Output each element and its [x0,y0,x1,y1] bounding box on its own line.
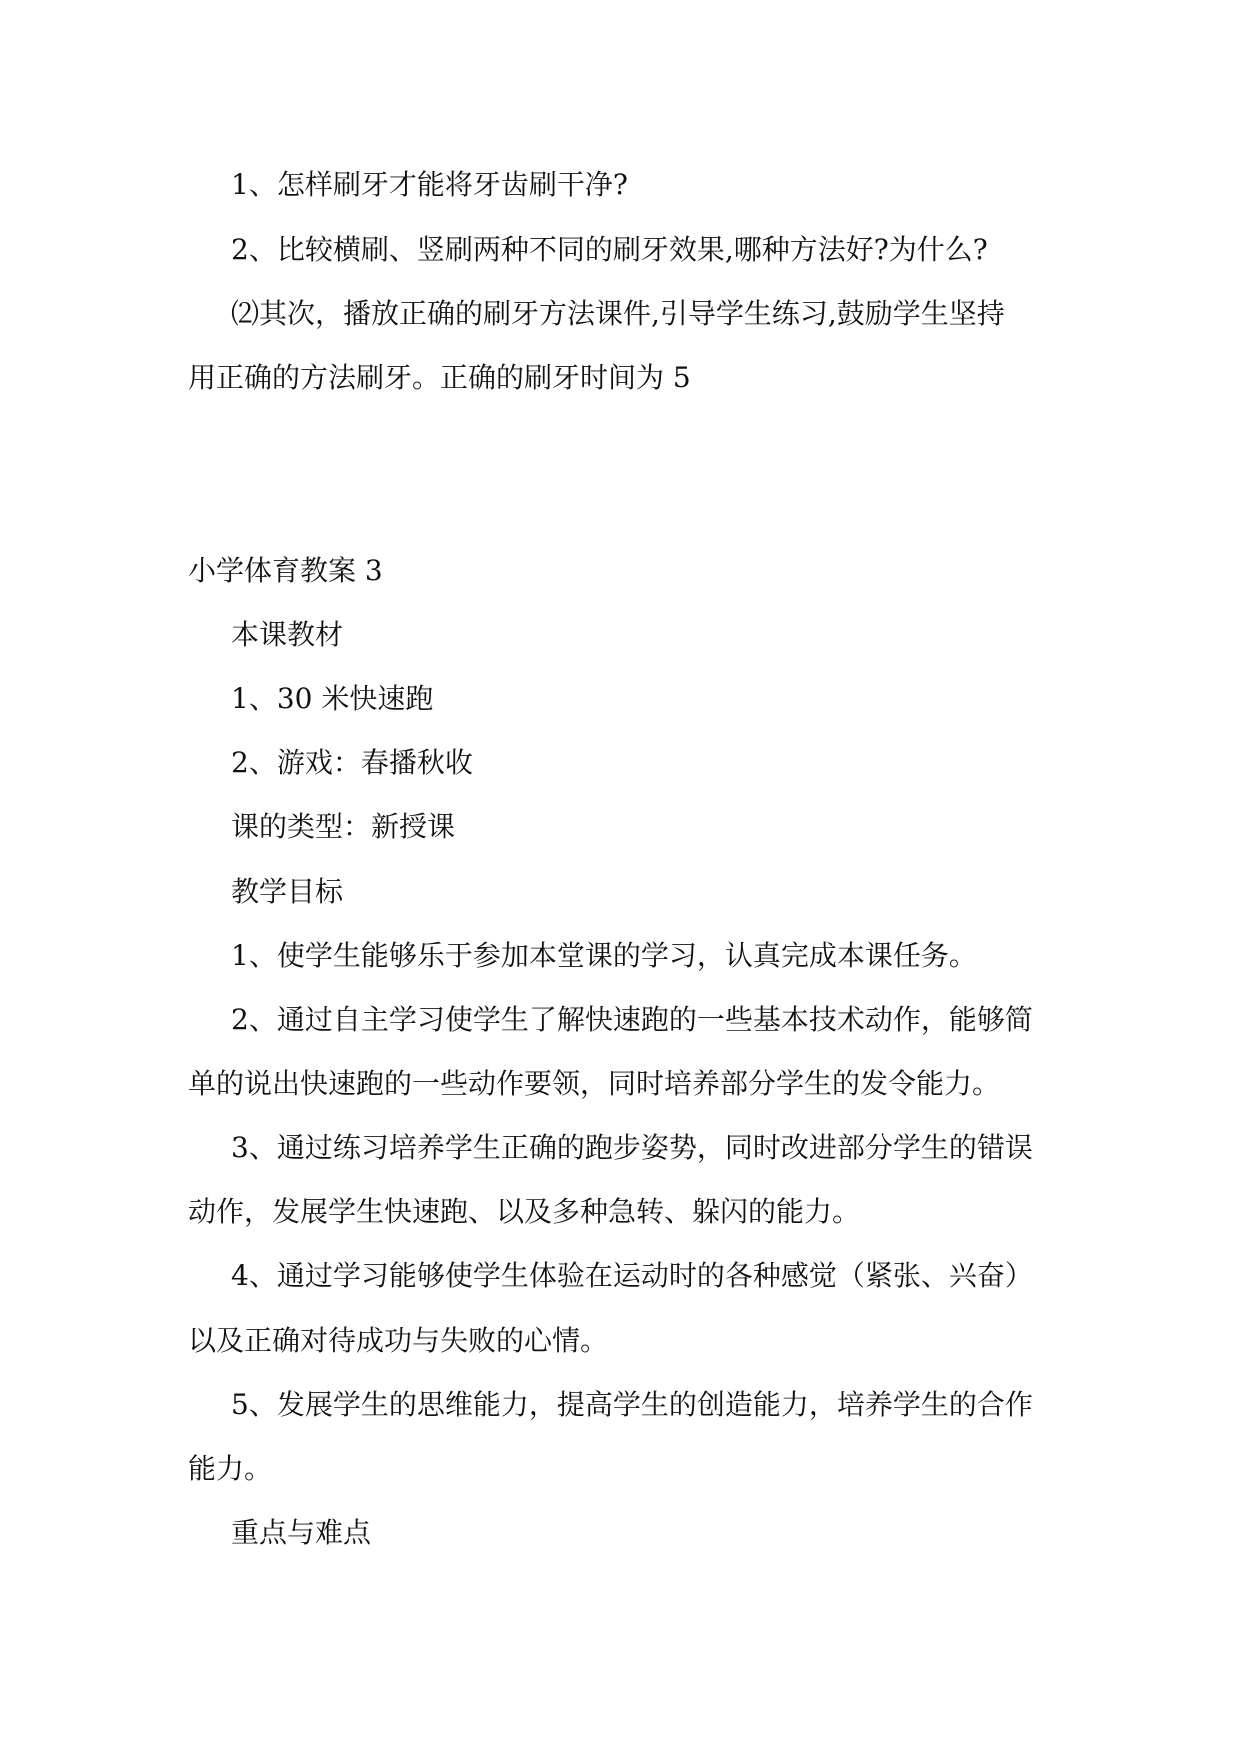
list-item: 5、发展学生的思维能力，提高学生的创造能力，培养学生的合作 [231,1388,1033,1421]
paragraph-line: 1、怎样刷牙才能将牙齿刷干净? [231,168,628,201]
paragraph-line: 用正确的方法刷牙。正确的刷牙时间为 5 [188,361,691,394]
list-item: 2、通过自主学习使学生了解快速跑的一些基本技术动作，能够简 [231,1003,1033,1036]
paragraph-line: 单的说出快速跑的一些动作要领，同时培养部分学生的发令能力。 [188,1067,1001,1100]
paragraph-line: 以及正确对待成功与失败的心情。 [188,1324,609,1357]
list-item: 1、30 米快速跑 [231,682,434,715]
section-title: 小学体育教案 3 [188,554,383,587]
paragraph-line: 动作，发展学生快速跑、以及多种急转、躲闪的能力。 [188,1195,861,1228]
paragraph-line: ⑵其次，播放正确的刷牙方法课件,引导学生练习,鼓励学生坚持 [231,297,1005,330]
list-item: 2、游戏：春播秋收 [231,746,473,779]
list-item: 1、使学生能够乐于参加本堂课的学习，认真完成本课任务。 [231,939,977,972]
paragraph-line: 能力。 [188,1452,273,1485]
list-item: 4、通过学习能够使学生体验在运动时的各种感觉（紧张、兴奋） [231,1259,1033,1292]
section-heading: 重点与难点 [231,1516,372,1549]
section-heading: 教学目标 [231,875,344,908]
list-item: 3、通过练习培养学生正确的跑步姿势，同时改进部分学生的错误 [231,1131,1033,1164]
paragraph-line: 课的类型：新授课 [231,810,456,843]
paragraph-line: 2、比较横刷、竖刷两种不同的刷牙效果,哪种方法好?为什么? [231,233,988,266]
section-heading: 本课教材 [231,618,344,651]
